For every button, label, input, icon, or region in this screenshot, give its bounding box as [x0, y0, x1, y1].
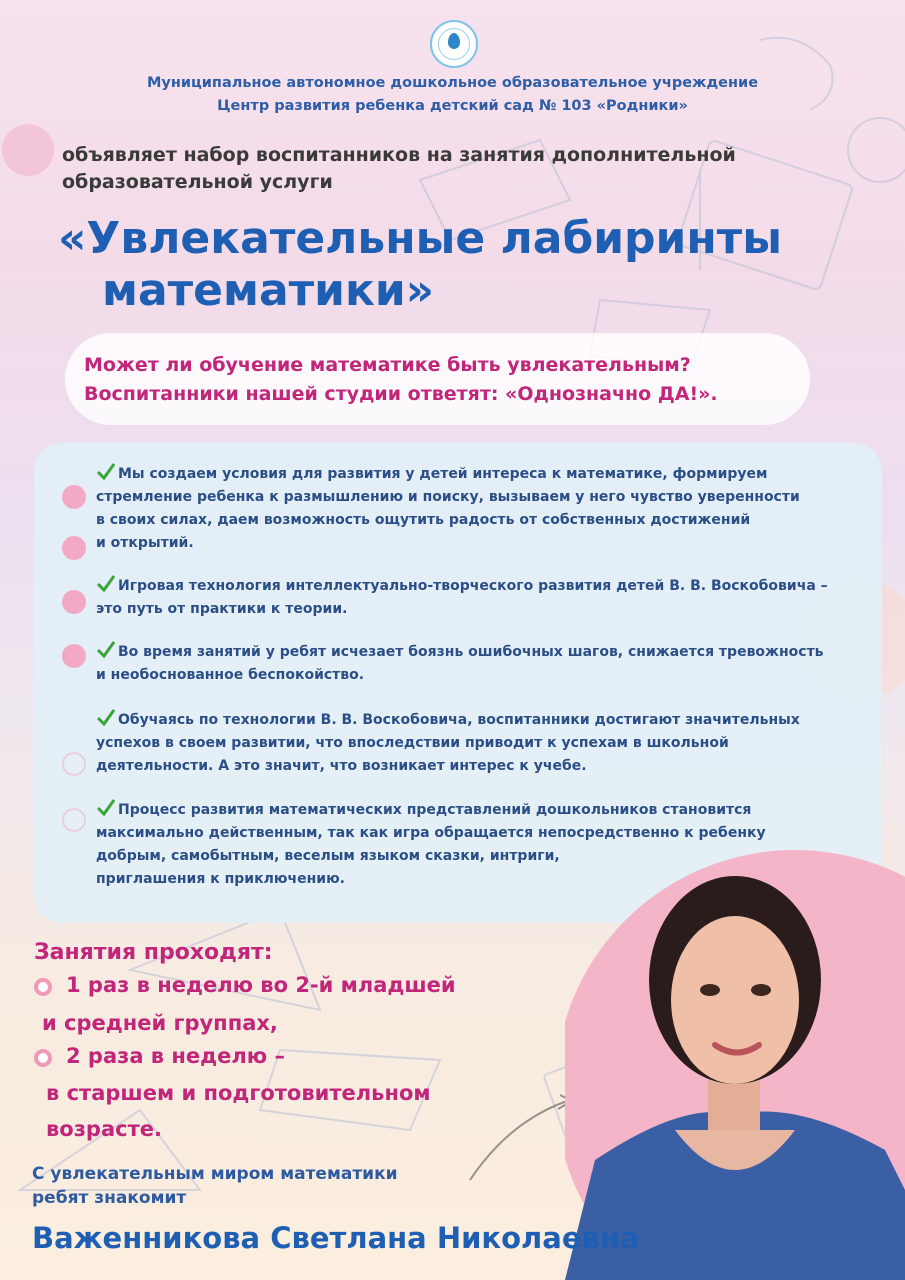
- decor-dot: [62, 590, 86, 614]
- benefit-3-line1: Во время занятий у ребят исчезает боязнь ошибочных шагов, снижается тревожность: [118, 644, 824, 660]
- benefit-4-line2: успехов в своем развитии, что впоследствии приводит к успехам в школьной: [96, 735, 729, 751]
- teacher-name: Важенникова Светлана Николаевна: [32, 1221, 640, 1255]
- benefit-item-3: [96, 640, 866, 687]
- benefit-item-1: [96, 462, 866, 555]
- checkmark-icon: [96, 640, 116, 658]
- teacher-photo: [565, 830, 905, 1280]
- checkmark-icon: [96, 574, 116, 592]
- benefit-1-line2: стремление ребенка к размышлению и поиску, вызываем у него чувство уверенности: [96, 489, 800, 505]
- benefit-item-4: [96, 708, 866, 778]
- decor-dot: [62, 485, 86, 509]
- benefit-2-line2: это путь от практики к теории.: [96, 601, 348, 617]
- announcement: [62, 142, 822, 196]
- announcement-line1: объявляет набор воспитанников на занятия дополнительной: [62, 144, 736, 166]
- session-2-line2: в старшем и подготовительном: [46, 1081, 431, 1105]
- benefit-5-line3: добрым, самобытным, веселым языком сказки, интриги,: [96, 848, 560, 864]
- course-title-line2: математики»: [102, 265, 435, 316]
- kindergarten-logo-icon: [430, 20, 478, 68]
- announcement-line2: образовательной услуги: [62, 171, 333, 193]
- benefit-5-line1: Процесс развития математических представлений дошкольников становится: [118, 802, 752, 818]
- benefit-1-line3: в своих силах, даем возможность ощутить радость от собственных достижений: [96, 512, 751, 528]
- session-2-line3: возрасте.: [46, 1117, 162, 1141]
- decor-dot: [62, 752, 86, 776]
- session-2-line1: 2 раза в неделю –: [66, 1044, 285, 1068]
- checkmark-icon: [96, 798, 116, 816]
- bullet-icon: [34, 978, 52, 996]
- bullet-icon: [34, 1049, 52, 1067]
- benefit-1-line1: Мы создаем условия для развития у детей интереса к математике, формируем: [118, 466, 768, 482]
- org-name-line1: Муниципальное автономное дошкольное образовательное учреждение: [146, 75, 759, 91]
- benefit-4-line1: Обучаясь по технологии В. В. Воскобовича, воспитанники достигают значительных: [118, 712, 800, 728]
- benefit-item-2: [96, 574, 866, 621]
- question-line1: Может ли обучение математике быть увлекательным?: [84, 354, 691, 376]
- benefit-2-line1: Игровая технология интеллектуально-творческого развития детей В. В. Воскобовича –: [118, 578, 828, 594]
- sessions-heading: Занятия проходят:: [34, 940, 273, 965]
- question-line2: Воспитанники нашей студии ответят: «Однозначно ДА!».: [84, 383, 718, 405]
- benefit-1-line4: и открытий.: [96, 535, 194, 551]
- course-title-line1: «Увлекательные лабиринты: [58, 213, 783, 264]
- checkmark-icon: [96, 708, 116, 726]
- decor-dot: [62, 808, 86, 832]
- session-1-line1: 1 раз в неделю во 2-й младшей: [66, 973, 456, 997]
- org-name-line2: Центр развития ребенка детский сад № 103 «Родники»: [217, 98, 688, 114]
- benefit-4-line3: деятельности. А это значит, что возникает интерес к учебе.: [96, 758, 587, 774]
- question-box: [65, 333, 810, 425]
- decor-dot: [62, 644, 86, 668]
- teacher-intro-line1: С увлекательным миром математики: [32, 1164, 398, 1184]
- session-1-line2: и средней группах,: [42, 1011, 278, 1035]
- decor-dot: [62, 536, 86, 560]
- checkmark-icon: [96, 462, 116, 480]
- benefit-5-line4: приглашения к приключению.: [96, 871, 345, 887]
- teacher-intro-line2: ребят знакомит: [32, 1188, 187, 1208]
- benefit-3-line2: и необоснованное беспокойство.: [96, 667, 365, 683]
- benefit-5-line2: максимально действенным, так как игра обращается непосредственно к ребенку: [96, 825, 766, 841]
